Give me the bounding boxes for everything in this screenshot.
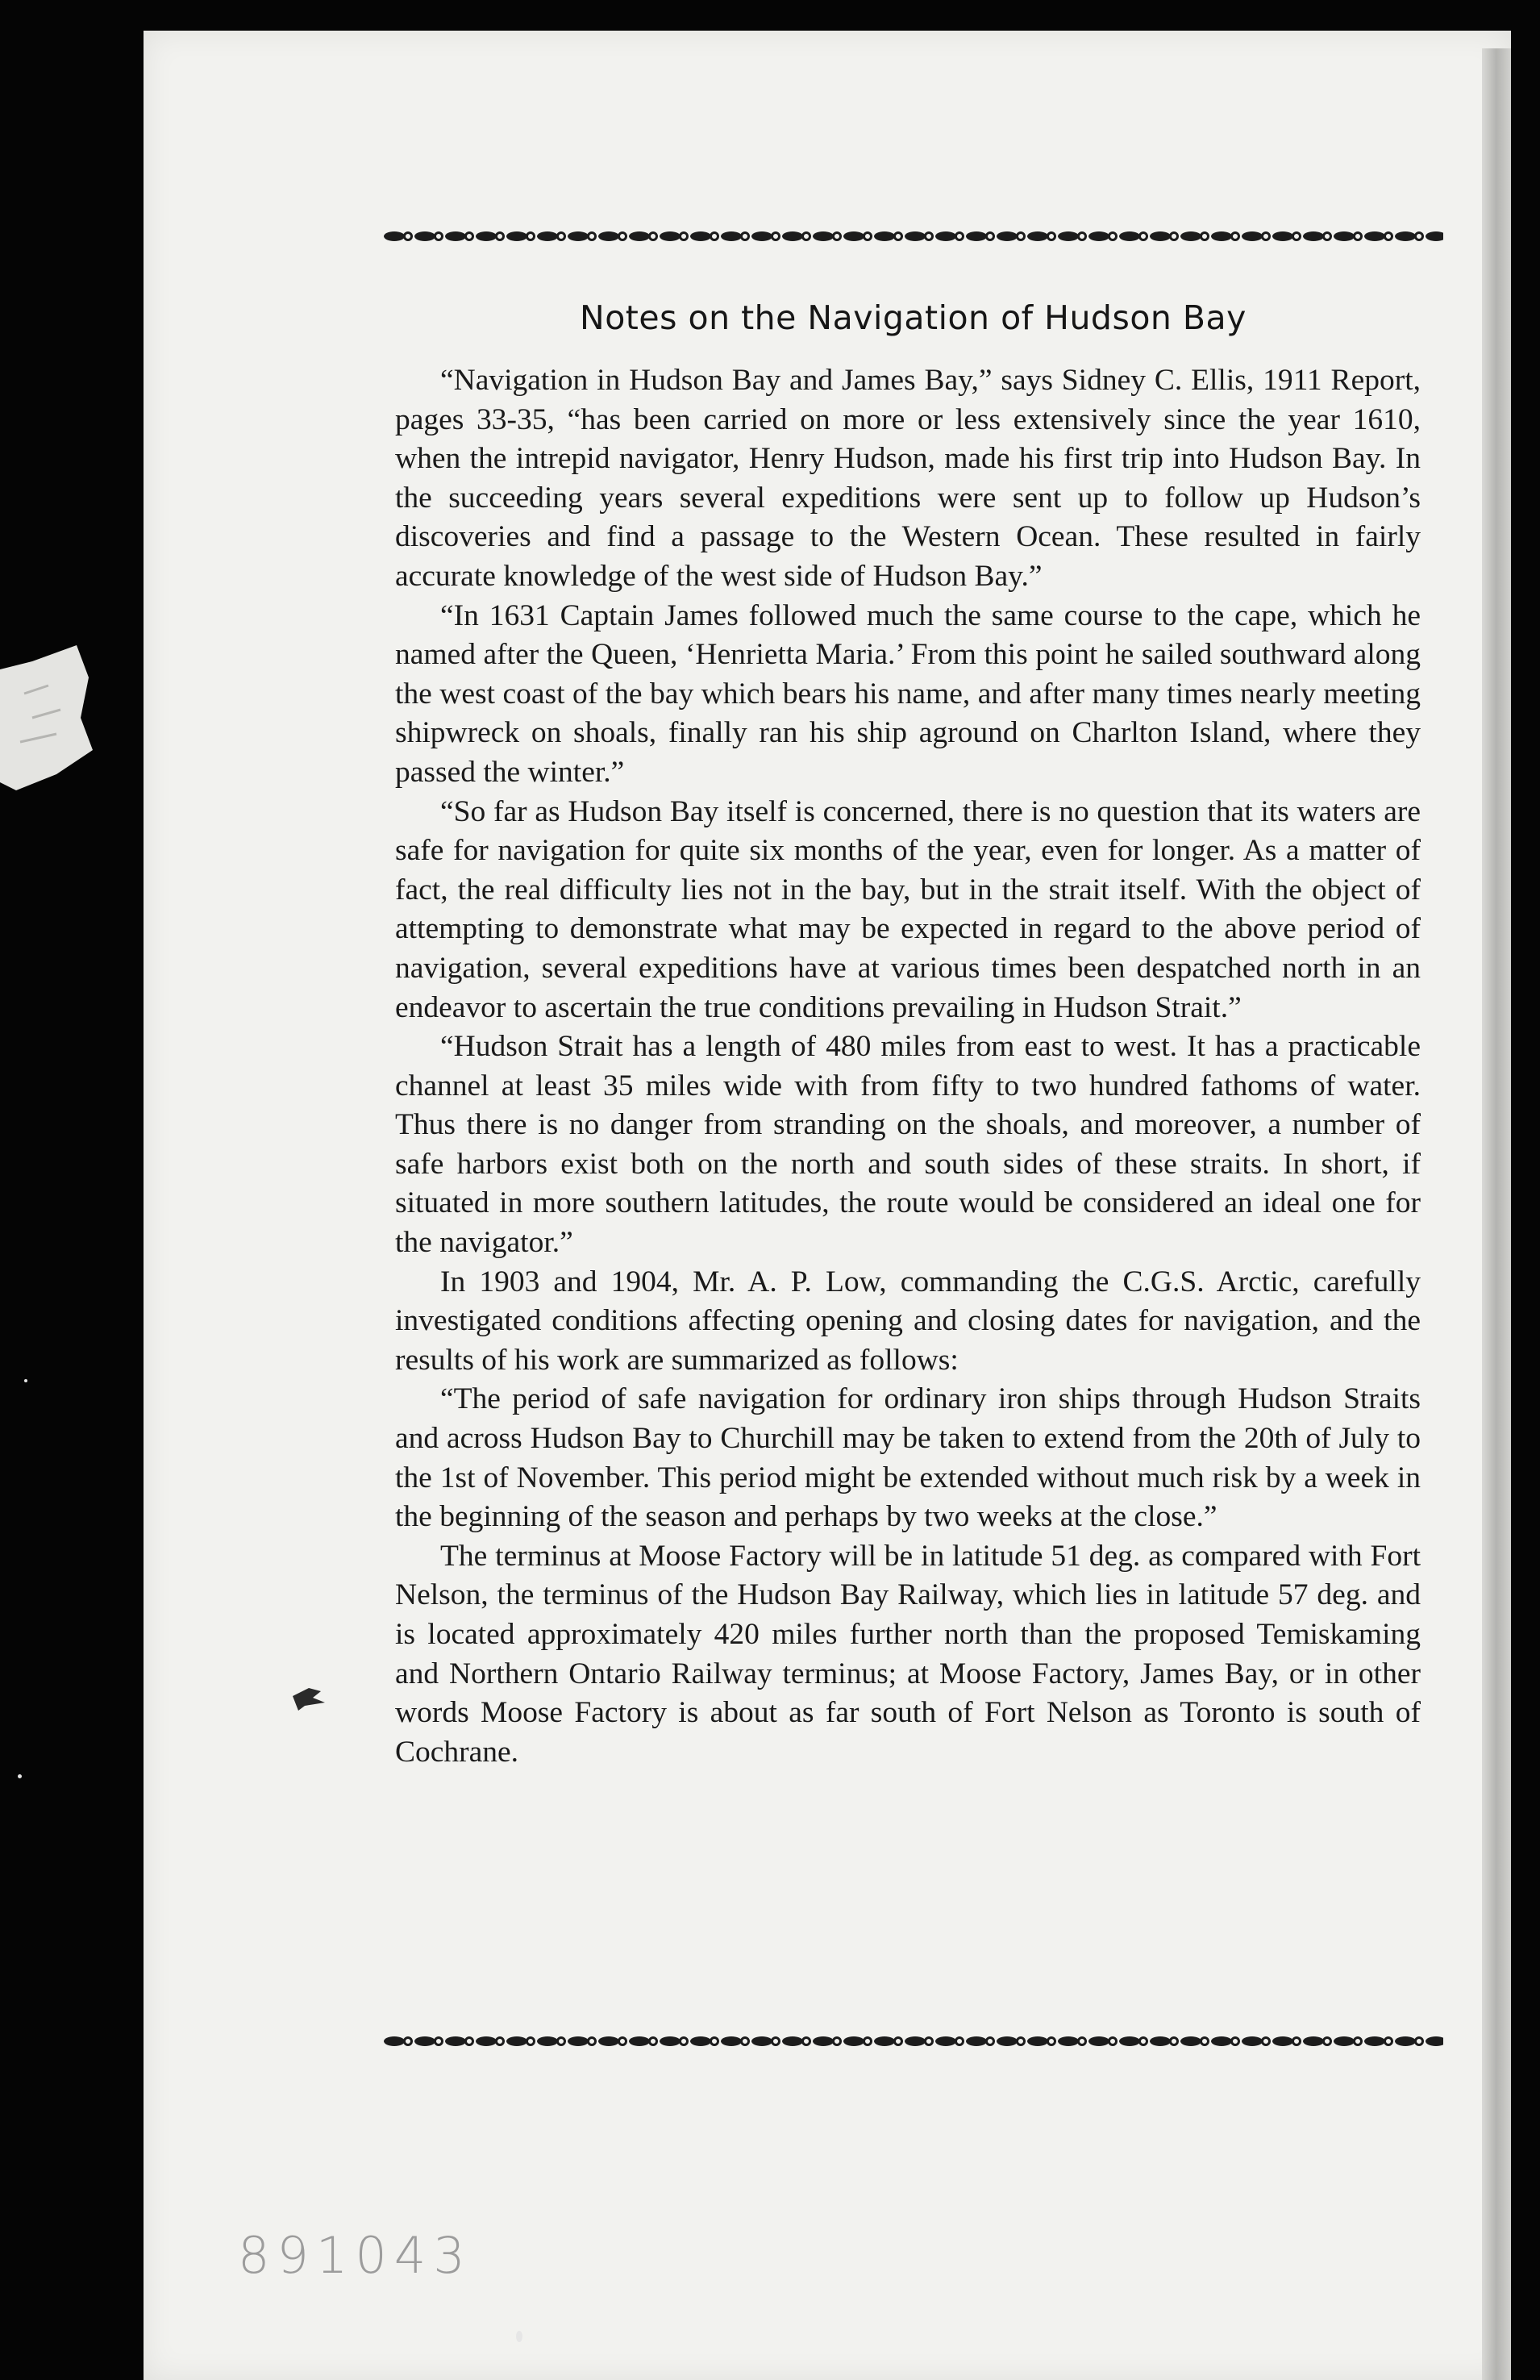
paragraph-captain-james: “In 1631 Captain James followed much the same course to the cape, which he named after the Queen, ‘Henrietta Maria.’ From this point he sailed southward along the west coast of the bay which bears his name, and after many times nearly meeting shipwreck on shoals, finally ran his ship aground on Charlton Island, where they passed the winter.”	[395, 598, 1421, 789]
ink-blot-mark	[289, 1682, 329, 1714]
paragraph-ellis-quote: “Navigation in Hudson Bay and James Bay,” says Sidney C. Ellis, 1911 Report, pages 33-35, “has been carried on more or less extensively since the year 1610, when the intrepid navigator, Henry Hudson, made his first trip into Hudson Bay. In the succeeding years several expeditions were sent up to follow up Hudson’s discoveries and find a passage to the Western Ocean. These resulted in fairly accurate knowledge of the west side of Hudson Bay.”	[395, 364, 1421, 593]
top-ornamental-rule	[383, 227, 1443, 245]
document-title: Notes on the Navigation of Hudson Bay	[580, 298, 1247, 337]
paragraph-hudson-strait: “Hudson Strait has a length of 480 miles from east to west. It has a practicable channel at least 35 miles wide with from fifty to two hundred fathoms of water. Thus there is no danger from stranding on the shoals, and moreover, a number of safe harbors exist both on the north and south sides of these straits. In short, if situated in more southern latitudes, the route would be considered an ideal one for the navigator.”	[395, 1030, 1421, 1260]
page-edge	[1482, 48, 1511, 2380]
dust-speck	[516, 2331, 522, 2342]
paragraph-navigation-period: “The period of safe navigation for ordinary iron ships through Hudson Straits and across Hudson Bay to Churchill may be taken to extend from the 20th of July to the 1st of November. This period might be extended without much risk by a week in the beginning of the season and perhaps by two weeks at the close.”	[395, 1382, 1421, 1534]
dust-speck	[24, 1379, 27, 1382]
paragraph-low-investigation: In 1903 and 1904, Mr. A. P. Low, commanding the C.G.S. Arctic, carefully investigated conditions affecting opening and closing dates for navigation, and the results of his work are summarized as follows:	[395, 1265, 1421, 1377]
paragraph-navigation-safety: “So far as Hudson Bay itself is concerned, there is no question that its waters are safe for navigation for quite six months of the year, even for longer. As a matter of fact, the real difficulty lies not in the bay, but in the strait itself. With the object of attempting to demonstrate what may be expected in regard to the above period of navigation, several expeditions have at various times been despatched north in an endeavor to ascertain the true conditions prevailing in Hudson Strait.”	[395, 794, 1421, 1024]
torn-paper-fragment	[0, 645, 97, 790]
bottom-ornamental-rule	[383, 2032, 1443, 2050]
catalog-stamp-number: 891043	[238, 2226, 472, 2285]
paragraph-moose-factory: The terminus at Moose Factory will be in latitude 51 deg. as compared with Fort Nelson, the terminus of the Hudson Bay Railway, which lies in latitude 57 deg. and is located approximately 420 miles further north than the proposed Temiskaming and Northern Ontario Railway terminus; at Moose Factory, James Bay, or in other words Moose Factory is about as far south of Fort Nelson as Toronto is south of Cochrane.	[395, 1539, 1421, 1769]
document-body	[395, 361, 1421, 1772]
dust-speck	[18, 1774, 22, 1778]
